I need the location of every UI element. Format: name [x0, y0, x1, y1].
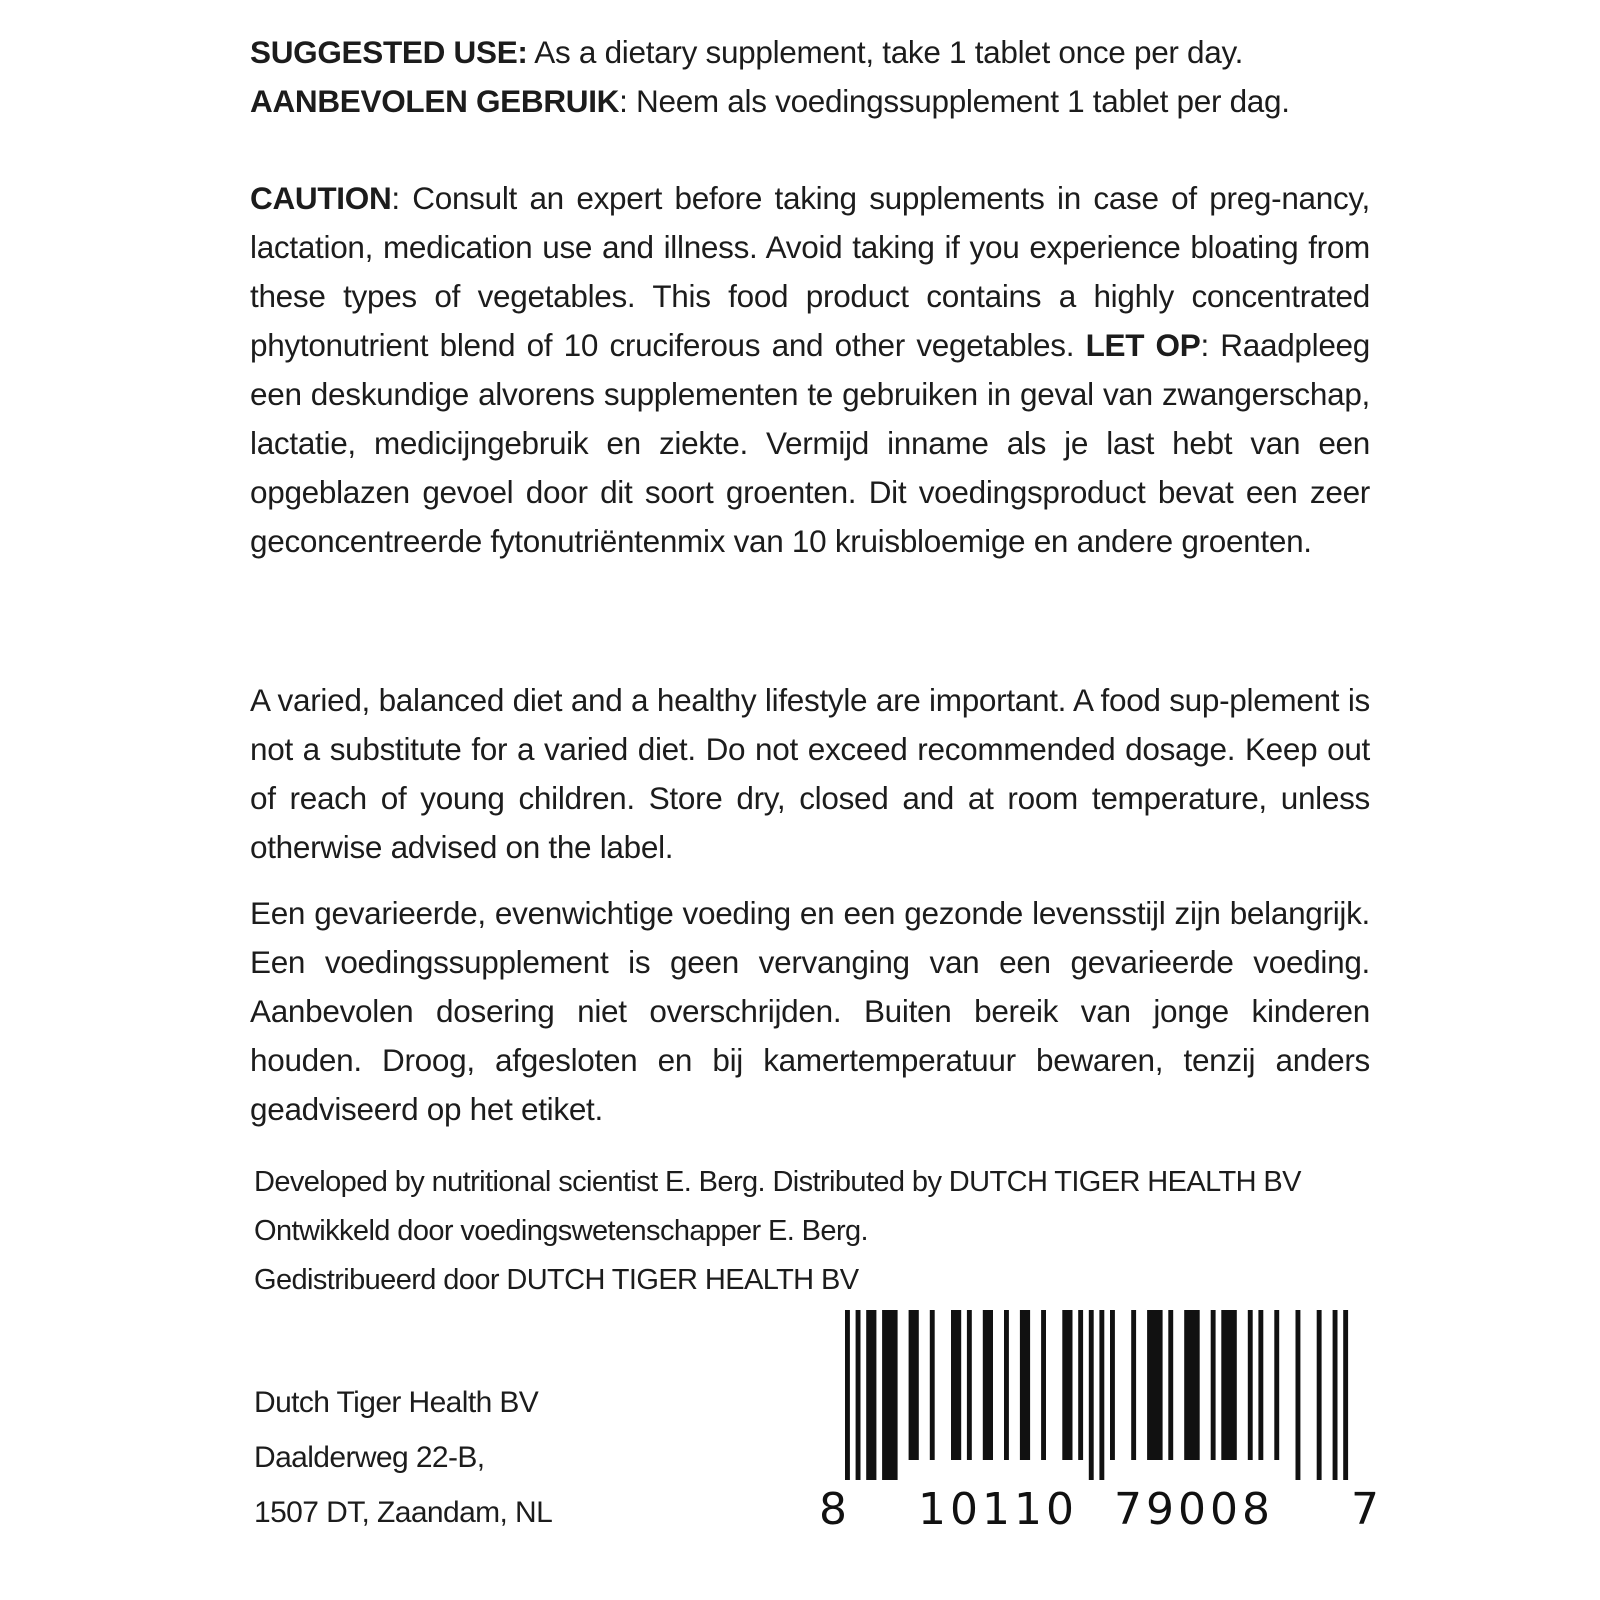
caution-en-text: : Consult an expert before taking supplements in case of preg-nancy, lactation, medication use and illness. Avoid taking if you experience bloating from these types of vegetables. This food product contains a highly concentrated phytonutrient blend of 10 cruciferous and other vegetables. [250, 180, 1370, 363]
barcode-bar [967, 1310, 972, 1460]
caution-en-label: CAUTION [250, 180, 392, 216]
barcode-bar [1099, 1310, 1104, 1480]
barcode-bar [845, 1310, 850, 1480]
barcode-bar [1147, 1310, 1163, 1460]
barcode-bar [1296, 1310, 1301, 1480]
barcode-bar [930, 1310, 935, 1460]
general-advice-nl: Een gevarieerde, evenwichtige voeding en een gezonde levensstijl zijn belangrijk. Een voedingssupplement is geen vervanging van een gevarieerde voeding. Aanbevolen dosering niet overschrijden. Buiten bereik van jonge kinderen houden. Droog, afgesloten en bij kamertemperatuur bewaren, tenzij anders geadviseerd op het etiket. [250, 895, 1370, 1127]
company-address [254, 1375, 552, 1540]
suggested-use-en-text: As a dietary supplement, take 1 tablet once per day. [527, 34, 1244, 70]
barcode-bar [1089, 1310, 1094, 1480]
city-address: 1507 DT, Zaandam, NL [254, 1496, 553, 1529]
barcode-bar [909, 1310, 919, 1460]
barcode-bar [1131, 1310, 1136, 1460]
barcode-check-digit: 7 [1351, 1484, 1383, 1535]
barcode-group-1: 10110 [918, 1484, 1078, 1535]
barcode-bar [1062, 1310, 1072, 1460]
barcode-bar [1317, 1310, 1322, 1480]
caution-section [250, 174, 1370, 566]
barcode-bar [856, 1310, 861, 1480]
suggested-use-en-label: SUGGESTED USE: [250, 34, 528, 70]
barcode-bar [1333, 1310, 1338, 1480]
barcode-bar [1004, 1310, 1009, 1460]
general-advice-en: A varied, balanced diet and a healthy lifestyle are important. A food sup-plement is not a substitute for a varied diet. Do not exceed recommended dosage. Keep out of reach of young children. Store dry, closed and at room temperature, unless otherwise advised on the label. [250, 682, 1370, 865]
barcode-bar [1343, 1310, 1348, 1480]
barcode-bar [1078, 1310, 1083, 1460]
barcode [819, 1310, 1383, 1535]
barcode-bar [1248, 1310, 1253, 1460]
suggested-use-nl-text: : Neem als voedingssupplement 1 tablet per dag. [619, 83, 1290, 119]
barcode-bar [866, 1310, 876, 1480]
developer-line-nl: Ontwikkeld door voedingswetenschapper E. Berg. [254, 1215, 868, 1247]
barcode-first-digit: 8 [819, 1484, 851, 1535]
barcode-bar [882, 1310, 898, 1480]
barcode-bar [1221, 1310, 1237, 1460]
street-address: Daalderweg 22-B, [254, 1441, 485, 1474]
caution-paragraph [250, 174, 1370, 566]
general-advice-nl-section [250, 889, 1370, 1134]
barcode-bar [1258, 1310, 1263, 1460]
barcode-bars [823, 1310, 1383, 1480]
barcode-bar [951, 1310, 961, 1460]
company-name: Dutch Tiger Health BV [254, 1386, 539, 1419]
suggested-use-section [250, 28, 1370, 126]
barcode-bar [1020, 1310, 1030, 1460]
caution-nl-label: LET OP [1085, 327, 1201, 363]
suggested-use-nl-label: AANBEVOLEN GEBRUIK [250, 83, 620, 119]
caution-nl-text: : Raadpleeg een deskundige alvorens supplementen te gebruiken in geval van zwangerschap, lactatie, medicijngebruik en ziekte. Vermijd inname als je last hebt van een opgeblazen gevoel door dit soort groenten. Dit voedingsproduct bevat een zeer geconcentreerde fytonutriëntenmix van 10 kruisbloemige en andere groenten. [250, 327, 1370, 559]
suggested-use-nl [250, 77, 1370, 126]
developer-section [254, 1158, 1394, 1305]
distributor-line-nl: Gedistribueerd door DUTCH TIGER HEALTH BV [254, 1264, 859, 1296]
barcode-bar [1211, 1310, 1216, 1460]
barcode-bar [1168, 1310, 1173, 1460]
barcode-bar [1110, 1310, 1115, 1460]
suggested-use-en [250, 28, 1370, 77]
barcode-bar [1041, 1310, 1046, 1460]
general-advice-en-section [250, 676, 1370, 872]
barcode-bar [1274, 1310, 1279, 1460]
barcode-group-2: 79008 [1114, 1484, 1274, 1535]
barcode-bar [1184, 1310, 1200, 1460]
barcode-bar [983, 1310, 993, 1460]
developer-line-en: Developed by nutritional scientist E. Berg. Distributed by DUTCH TIGER HEALTH BV [254, 1166, 1301, 1198]
